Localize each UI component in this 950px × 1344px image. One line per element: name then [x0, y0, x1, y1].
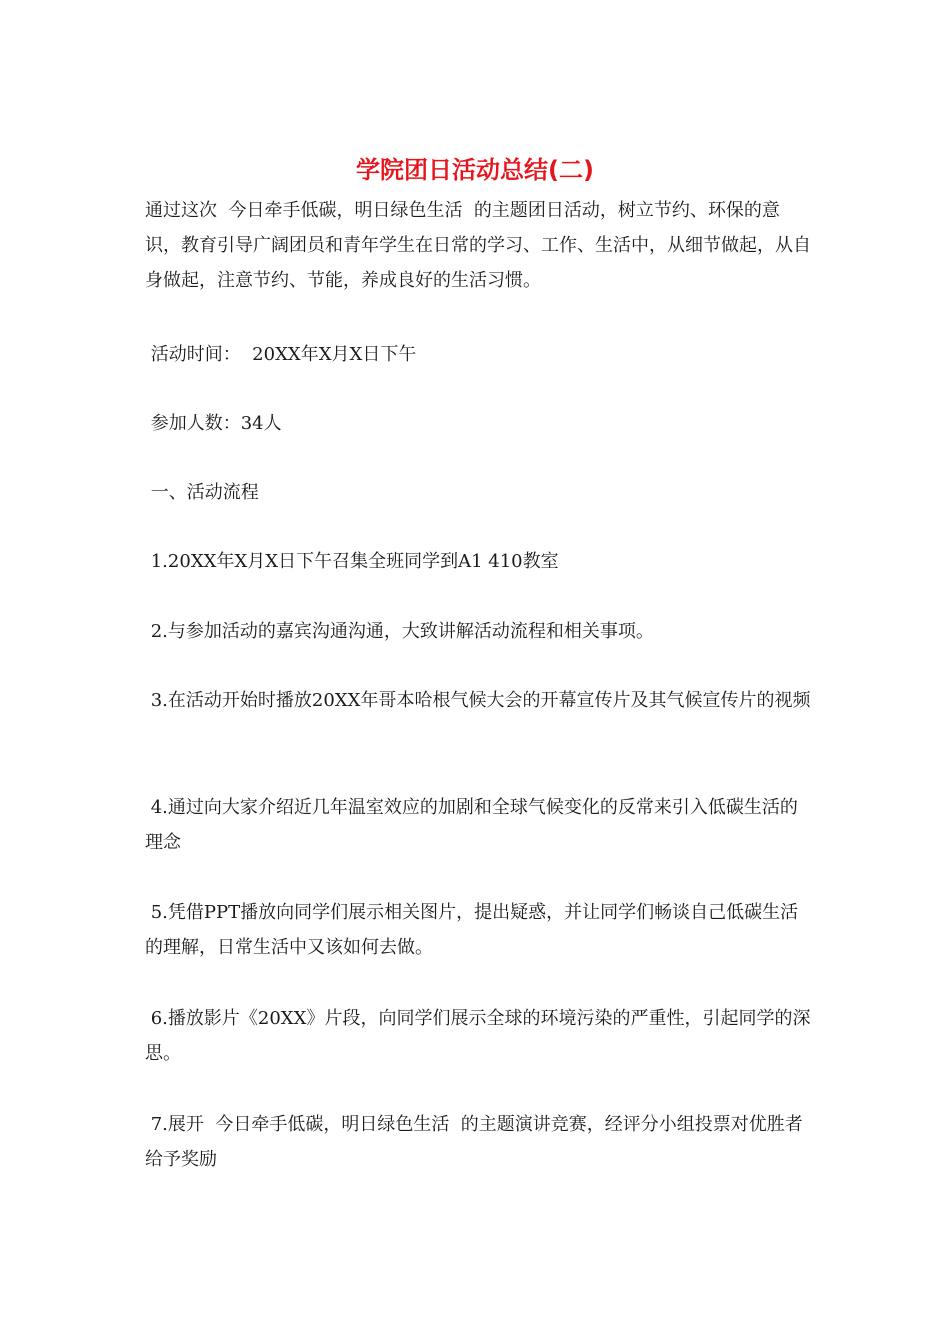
list-item-5: 5.凭借PPT播放向同学们展示相关图片，提出疑惑，并让同学们畅谈自己低碳生活的理解，日常生活中又该如何去做。 [145, 902, 799, 958]
list-item-7: 7.展开 今日牵手低碳，明日绿色生活 的主题演讲竞赛，经评分小组投票对优胜者给予奖励 [145, 1114, 803, 1170]
list-item-3: 3.在活动开始时播放20XX年哥本哈根气候大会的开幕宣传片及其气候宣传片的视频 [145, 690, 811, 711]
section-heading-process: 一、活动流程 [145, 482, 259, 503]
list-item-4: 4.通过向大家介绍近几年温室效应的加剧和全球气候变化的反常来引入低碳生活的理念 [145, 797, 798, 853]
list-item-6: 6.播放影片《20XX》片段，向同学们展示全球的环境污染的严重性，引起同学的深思。 [145, 1008, 811, 1064]
document-title: 学院团日活动总结(二) [356, 156, 594, 184]
list-item-2: 2.与参加活动的嘉宾沟通沟通，大致讲解活动流程和相关事项。 [145, 621, 654, 642]
activity-time: 活动时间： 20XX年X月X日下午 [145, 344, 417, 365]
participant-count: 参加人数：34人 [145, 413, 282, 434]
intro-paragraph: 通过这次 今日牵手低碳，明日绿色生活 的主题团日活动，树立节约、环保的意识，教育引导广阔团员和青年学生在日常的学习、工作、生活中，从细节做起，从自身做起，注意节约、节能，养成良好的生活习惯。 [145, 200, 811, 291]
list-item-1: 1.20XX年X月X日下午召集全班同学到A1 410教室 [145, 551, 559, 572]
